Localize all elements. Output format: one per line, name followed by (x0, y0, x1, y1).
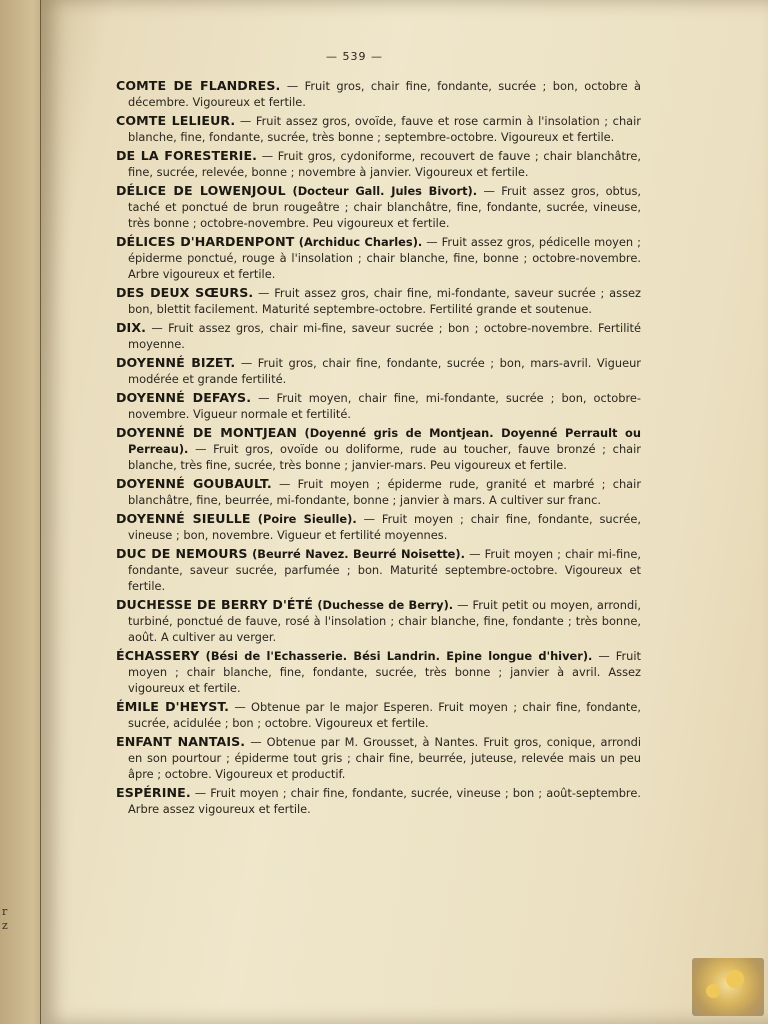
variety-entry (116, 183, 641, 231)
variety-synonyms: (Bési de l'Echasserie. Bési Landrin. Epine longue d'hiver). (199, 649, 593, 663)
variety-name: DOYENNÉ DEFAYS. (116, 390, 252, 405)
variety-name: DIX. (116, 320, 147, 335)
variety-synonyms: (Poire Sieulle). (250, 512, 357, 526)
margin-mark: z (2, 919, 8, 932)
variety-entry (116, 546, 641, 594)
variety-entry (116, 78, 641, 110)
variety-description: — Fruit moyen ; chair fine, fondante, sucrée, vineuse ; bon ; août-septembre. Arbre assez vigoureux et fertile. (128, 786, 641, 816)
variety-name: ÉMILE D'HEYST. (116, 699, 230, 714)
variety-synonyms: (Duchesse de Berry). (313, 598, 454, 612)
variety-name: DUC DE NEMOURS (116, 546, 248, 561)
variety-entry (116, 113, 641, 145)
margin-mark: r (2, 905, 8, 918)
variety-description: — Fruit assez gros, chair fine, mi-fondante, saveur sucrée ; assez bon, blettit facilement. Maturité septembre-octobre. Fertilité grande et soutenue. (128, 286, 641, 316)
variety-entry (116, 648, 641, 696)
thumbnail-blob (726, 970, 744, 988)
variety-description: — Fruit moyen ; chair fine, fondante, sucrée, vineuse ; bon, novembre. Vigueur et fertilité moyennes. (128, 512, 641, 542)
variety-name: DÉLICES D'HARDENPONT (116, 234, 295, 249)
page-number: — 539 — (326, 50, 383, 63)
pear-variety-list (116, 78, 641, 820)
variety-description: — Fruit petit ou moyen, arrondi, turbiné, ponctué de fauve, rosé à l'insolation ; chair blanche, fine, fondante ; très bonne, août. A cultiver au verger. (128, 598, 641, 644)
variety-description: — Fruit gros, chair fine, fondante, sucrée ; bon, octobre à décembre. Vigoureux et fertile. (128, 79, 641, 109)
variety-name: DOYENNÉ DE MONTJEAN (116, 425, 297, 440)
variety-name: DOYENNÉ SIEULLE (116, 511, 251, 526)
variety-description: — Fruit gros, chair fine, fondante, sucrée ; bon, mars-avril. Vigueur modérée et grande fertilité. (128, 356, 641, 386)
variety-name: DE LA FORESTERIE. (116, 148, 258, 163)
variety-entry (116, 355, 641, 387)
variety-entry (116, 597, 641, 645)
corner-thumbnail (692, 958, 764, 1016)
variety-name: DÉLICE DE LOWENJOUL (116, 183, 286, 198)
variety-description: — Fruit moyen ; épiderme rude, granité et marbré ; chair blanchâtre, fine, beurrée, mi-fondante, bonne ; janvier à mars. A cultiver sur franc. (128, 477, 642, 507)
variety-name: DUCHESSE DE BERRY D'ÉTÉ (116, 597, 313, 612)
variety-entry (116, 320, 641, 352)
variety-name: COMTE DE FLANDRES. (116, 78, 281, 93)
variety-description: — Fruit assez gros, ovoïde, fauve et rose carmin à l'insolation ; chair blanche, fine, fondante, sucrée, très bonne ; septembre-octobre. Vigoureux et fertile. (128, 114, 641, 144)
margin-marks (2, 905, 16, 933)
variety-synonyms: (Doyenné gris de Montjean. Doyenné Perrault ou Perreau). (128, 426, 641, 456)
variety-name: COMTE LELIEUR. (116, 113, 236, 128)
variety-entry (116, 148, 641, 180)
variety-description: — Obtenue par M. Grousset, à Nantes. Fruit gros, conique, arrondi en son pourtour ; épiderme tout gris ; chair fine, beurrée, juteuse, relevée mais un peu âpre ; octobre. Vigoureux et productif. (128, 735, 641, 781)
variety-entry (116, 511, 641, 543)
variety-description: — Fruit moyen, chair fine, mi-fondante, sucrée ; bon, octobre-novembre. Vigueur normale et fertilité. (128, 391, 641, 421)
variety-description: — Fruit moyen ; chair blanche, fine, fondante, sucrée, très bonne ; janvier à avril. Assez vigoureux et fertile. (128, 649, 641, 695)
variety-description: — Obtenue par le major Esperen. Fruit moyen ; chair fine, fondante, sucrée, acidulée ; bon ; octobre. Vigoureux et fertile. (128, 700, 641, 730)
variety-name: DOYENNÉ BIZET. (116, 355, 236, 370)
variety-entry (116, 699, 641, 731)
variety-description: — Fruit moyen ; chair mi-fine, fondante, saveur sucrée, parfumée ; bon. Maturité septembre-octobre. Vigoureux et fertile. (128, 547, 642, 593)
variety-synonyms: (Archiduc Charles). (294, 235, 423, 249)
variety-entry (116, 734, 641, 782)
variety-entry (116, 234, 641, 282)
variety-entry (116, 425, 641, 473)
book-page (40, 0, 768, 1024)
variety-description: — Fruit assez gros, pédicelle moyen ; épiderme ponctué, rouge à l'insolation ; chair blanche, fine, bonne ; octobre-novembre. Arbre vigoureux et fertile. (128, 235, 641, 281)
variety-entry (116, 390, 641, 422)
variety-name: DOYENNÉ GOUBAULT. (116, 476, 272, 491)
variety-synonyms: (Docteur Gall. Jules Bivort). (285, 184, 478, 198)
variety-synonyms: (Beurré Navez. Beurré Noisette). (247, 547, 465, 561)
variety-description: — Fruit gros, ovoïde ou doliforme, rude au toucher, fauve bronzé ; chair blanche, très fine, sucrée, très bonne ; janvier-mars. Peu vigoureux et fertile. (128, 442, 641, 472)
variety-name: ENFANT NANTAIS. (116, 734, 246, 749)
thumbnail-blob (706, 984, 720, 998)
variety-name: DES DEUX SŒURS. (116, 285, 254, 300)
variety-description: — Fruit assez gros, chair mi-fine, saveur sucrée ; bon ; octobre-novembre. Fertilité moyenne. (128, 321, 641, 351)
variety-entry (116, 476, 641, 508)
variety-description: — Fruit assez gros, obtus, taché et ponctué de brun rougeâtre ; chair blanchâtre, fine, fondante, sucrée, vineuse, très bonne ; octobre-novembre. Peu vigoureux et fertile. (128, 184, 642, 230)
variety-name: ESPÉRINE. (116, 785, 191, 800)
variety-name: ÉCHASSERY (116, 648, 200, 663)
variety-entry (116, 785, 641, 817)
variety-entry (116, 285, 641, 317)
variety-description: — Fruit gros, cydoniforme, recouvert de fauve ; chair blanchâtre, fine, sucrée, relevée, bonne ; novembre à janvier. Vigoureux et fertile. (128, 149, 641, 179)
